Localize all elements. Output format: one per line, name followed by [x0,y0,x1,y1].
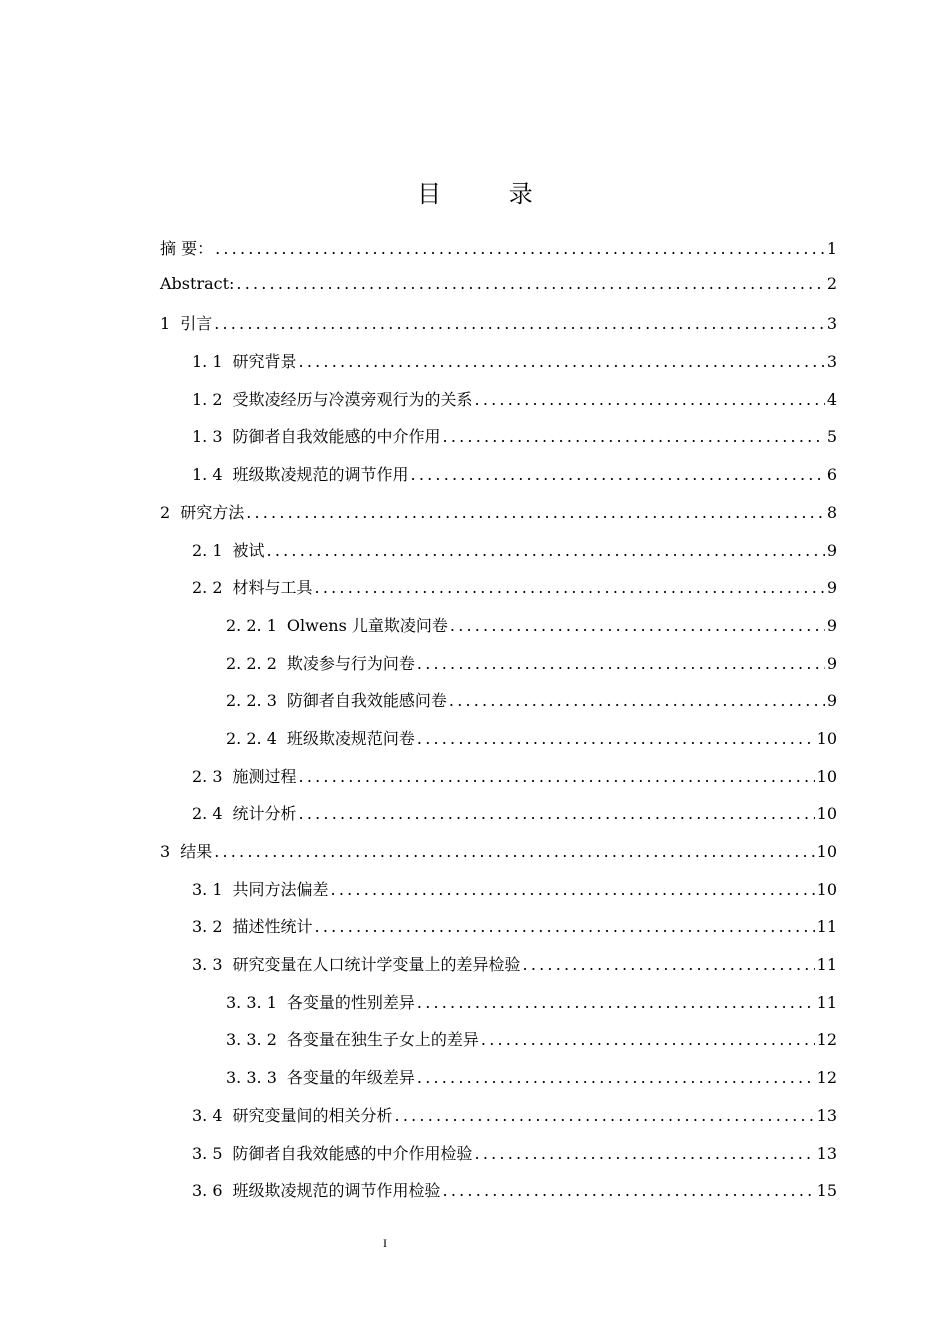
toc-dot-leader [475,390,825,409]
toc-dot-leader [299,352,825,371]
toc-entry-label: 研究变量间的相关分析 [232,1105,393,1125]
toc-entry[interactable] [160,424,837,462]
toc-entry-page: 9 [826,691,837,711]
toc-entry-page: 9 [826,615,837,635]
toc-entry[interactable] [160,1178,837,1216]
toc-dot-leader [267,541,825,560]
toc-dot-leader [450,616,825,635]
toc-entry-page: 10 [816,804,837,824]
toc-dot-leader [215,239,825,258]
toc-entry[interactable] [160,538,837,576]
toc-entry-label: 班级欺凌规范的调节作用 [232,465,409,485]
toc-dot-leader [315,578,825,597]
toc-entry-label: 防御者自我效能感的中介作用 [232,427,441,447]
toc-entry-number: 3. 3. 2 [226,1030,277,1050]
toc-entry[interactable] [160,651,837,689]
toc-entry-page: 15 [816,1181,837,1201]
toc-entry-label: 各变量在独生子女上的差异 [286,1030,479,1050]
toc-dot-leader [299,804,815,823]
toc-entry-label: 各变量的性别差异 [286,992,415,1012]
toc-entry-label: 材料与工具 [232,578,313,598]
toc-entry-number: 2. 1 [192,540,223,560]
toc-entry[interactable] [160,1065,837,1103]
toc-entry[interactable] [160,462,837,500]
toc-entry-label: 引言 [180,314,213,334]
toc-dot-leader [443,1181,815,1200]
toc-entry[interactable] [160,613,837,651]
toc-entry-number: 2. 4 [192,804,223,824]
toc-entry-number: 3. 4 [192,1105,223,1125]
toc-entry-page: 3 [826,314,837,334]
toc-entry-number: 2. 2 [192,578,223,598]
toc-entry[interactable] [160,349,837,387]
toc-entry-number: 1. 2 [192,389,223,409]
toc-entry-page: 10 [816,842,837,861]
toc-entry-number: 3. 3. 1 [226,992,277,1012]
toc-dot-leader [443,427,825,446]
toc-dot-leader [417,993,815,1012]
toc-entry[interactable] [160,274,837,312]
toc-entry[interactable] [160,726,837,764]
toc-dot-leader [395,1106,815,1125]
toc-dot-leader [315,917,815,936]
toc-dot-leader [449,691,825,710]
toc-entry-page: 12 [816,1068,837,1088]
toc-entry[interactable] [160,801,837,839]
toc-dot-leader [331,880,815,899]
toc-entry[interactable] [160,1027,837,1065]
toc-entry-page: 13 [816,1143,837,1163]
toc-entry-page: 10 [816,766,837,786]
toc-dot-leader [299,767,815,786]
toc-dot-leader [214,842,814,861]
toc-entry-number: 2 [160,502,171,522]
toc-entry-page: 13 [816,1105,837,1125]
toc-entry-page: 12 [816,1030,837,1050]
toc-dot-leader [246,503,825,522]
toc-entry-number: 3. 1 [192,879,223,899]
toc-entry-number: 1 [160,314,171,334]
toc-entry-label: 被试 [232,540,265,560]
toc-dot-leader [481,1030,815,1049]
toc-entry-label: 统计分析 [232,804,297,824]
toc-entry-label: Abstract: [160,273,235,293]
toc-entry-page: 10 [816,879,837,899]
toc-entry-number: 3. 3. 3 [226,1068,277,1088]
toc-entry-label: 研究背景 [232,352,297,372]
toc-entry-label: 防御者自我效能感的中介作用检验 [232,1143,473,1163]
toc-entry-label: 研究变量在人口统计学变量上的差异检验 [232,955,521,975]
toc-entry-label: 班级欺凌规范问卷 [286,728,415,748]
toc-entry-page: 9 [826,578,837,598]
toc-entry-label: 摘 要： [160,239,214,258]
table-of-contents [160,236,837,1216]
toc-entry-label: 施测过程 [232,766,297,786]
toc-entry-number: 2. 2. 3 [226,691,277,711]
toc-entry-page: 9 [826,653,837,673]
toc-entry-number: 3. 3 [192,955,223,975]
toc-entry-label: 描述性统计 [232,917,313,937]
toc-entry[interactable] [160,914,837,952]
toc-entry-page: 8 [826,502,837,522]
toc-entry[interactable] [160,1141,837,1179]
toc-entry[interactable] [160,952,837,990]
page-title: 目 录 [417,180,563,208]
toc-entry-number: 2. 2. 2 [226,653,277,673]
toc-entry-number: 1. 3 [192,427,223,447]
page-number-footer: I [383,1236,387,1250]
toc-entry-number: 3. 6 [192,1181,223,1201]
toc-entry-page: 4 [826,389,837,409]
toc-entry-page: 11 [816,955,837,975]
toc-entry-label: 防御者自我效能感问卷 [286,691,447,711]
toc-entry-number: 3. 5 [192,1143,223,1163]
toc-entry-label: Olwens 儿童欺凌问卷 [286,615,448,635]
toc-dot-leader [411,465,825,484]
toc-entry-page: 3 [826,352,837,372]
toc-entry-page: 11 [816,992,837,1012]
toc-entry-label: 班级欺凌规范的调节作用检验 [232,1181,441,1201]
toc-entry[interactable] [160,236,837,274]
toc-entry-label: 受欺凌经历与冷漠旁观行为的关系 [232,389,473,409]
toc-dot-leader [214,314,825,333]
toc-dot-leader [523,955,815,974]
toc-entry-page: 2 [826,273,837,293]
toc-entry-number: 2. 2. 1 [226,615,277,635]
toc-entry-label: 结果 [180,842,213,861]
toc-entry-label: 共同方法偏差 [232,879,329,899]
toc-entry[interactable] [160,500,837,538]
toc-entry-label: 各变量的年级差异 [286,1068,415,1088]
toc-entry-label: 欺凌参与行为问卷 [286,653,415,673]
toc-entry[interactable] [160,387,837,425]
toc-entry-page: 9 [826,540,837,560]
toc-entry-number: 2. 3 [192,766,223,786]
toc-entry-page: 1 [826,239,837,258]
toc-entry[interactable] [160,877,837,915]
toc-entry-number: 3 [160,842,171,861]
toc-dot-leader [236,274,824,293]
toc-entry[interactable] [160,764,837,802]
toc-dot-leader [417,729,815,748]
toc-entry[interactable] [160,990,837,1028]
toc-entry-page: 11 [816,917,837,937]
toc-dot-leader [417,654,825,673]
toc-entry[interactable] [160,311,837,349]
toc-entry-number: 2. 2. 4 [226,728,277,748]
toc-entry[interactable] [160,1103,837,1141]
toc-entry-page: 10 [816,728,837,748]
toc-entry-number: 3. 2 [192,917,223,937]
toc-entry-page: 6 [826,465,837,485]
toc-entry-label: 研究方法 [180,502,245,522]
toc-entry-number: 1. 1 [192,352,223,372]
toc-entry-page: 5 [826,427,837,447]
toc-dot-leader [417,1068,815,1087]
toc-entry[interactable] [160,688,837,726]
toc-entry-number: 1. 4 [192,465,223,485]
toc-entry[interactable] [160,575,837,613]
toc-dot-leader [475,1144,815,1163]
toc-entry[interactable] [160,839,837,877]
